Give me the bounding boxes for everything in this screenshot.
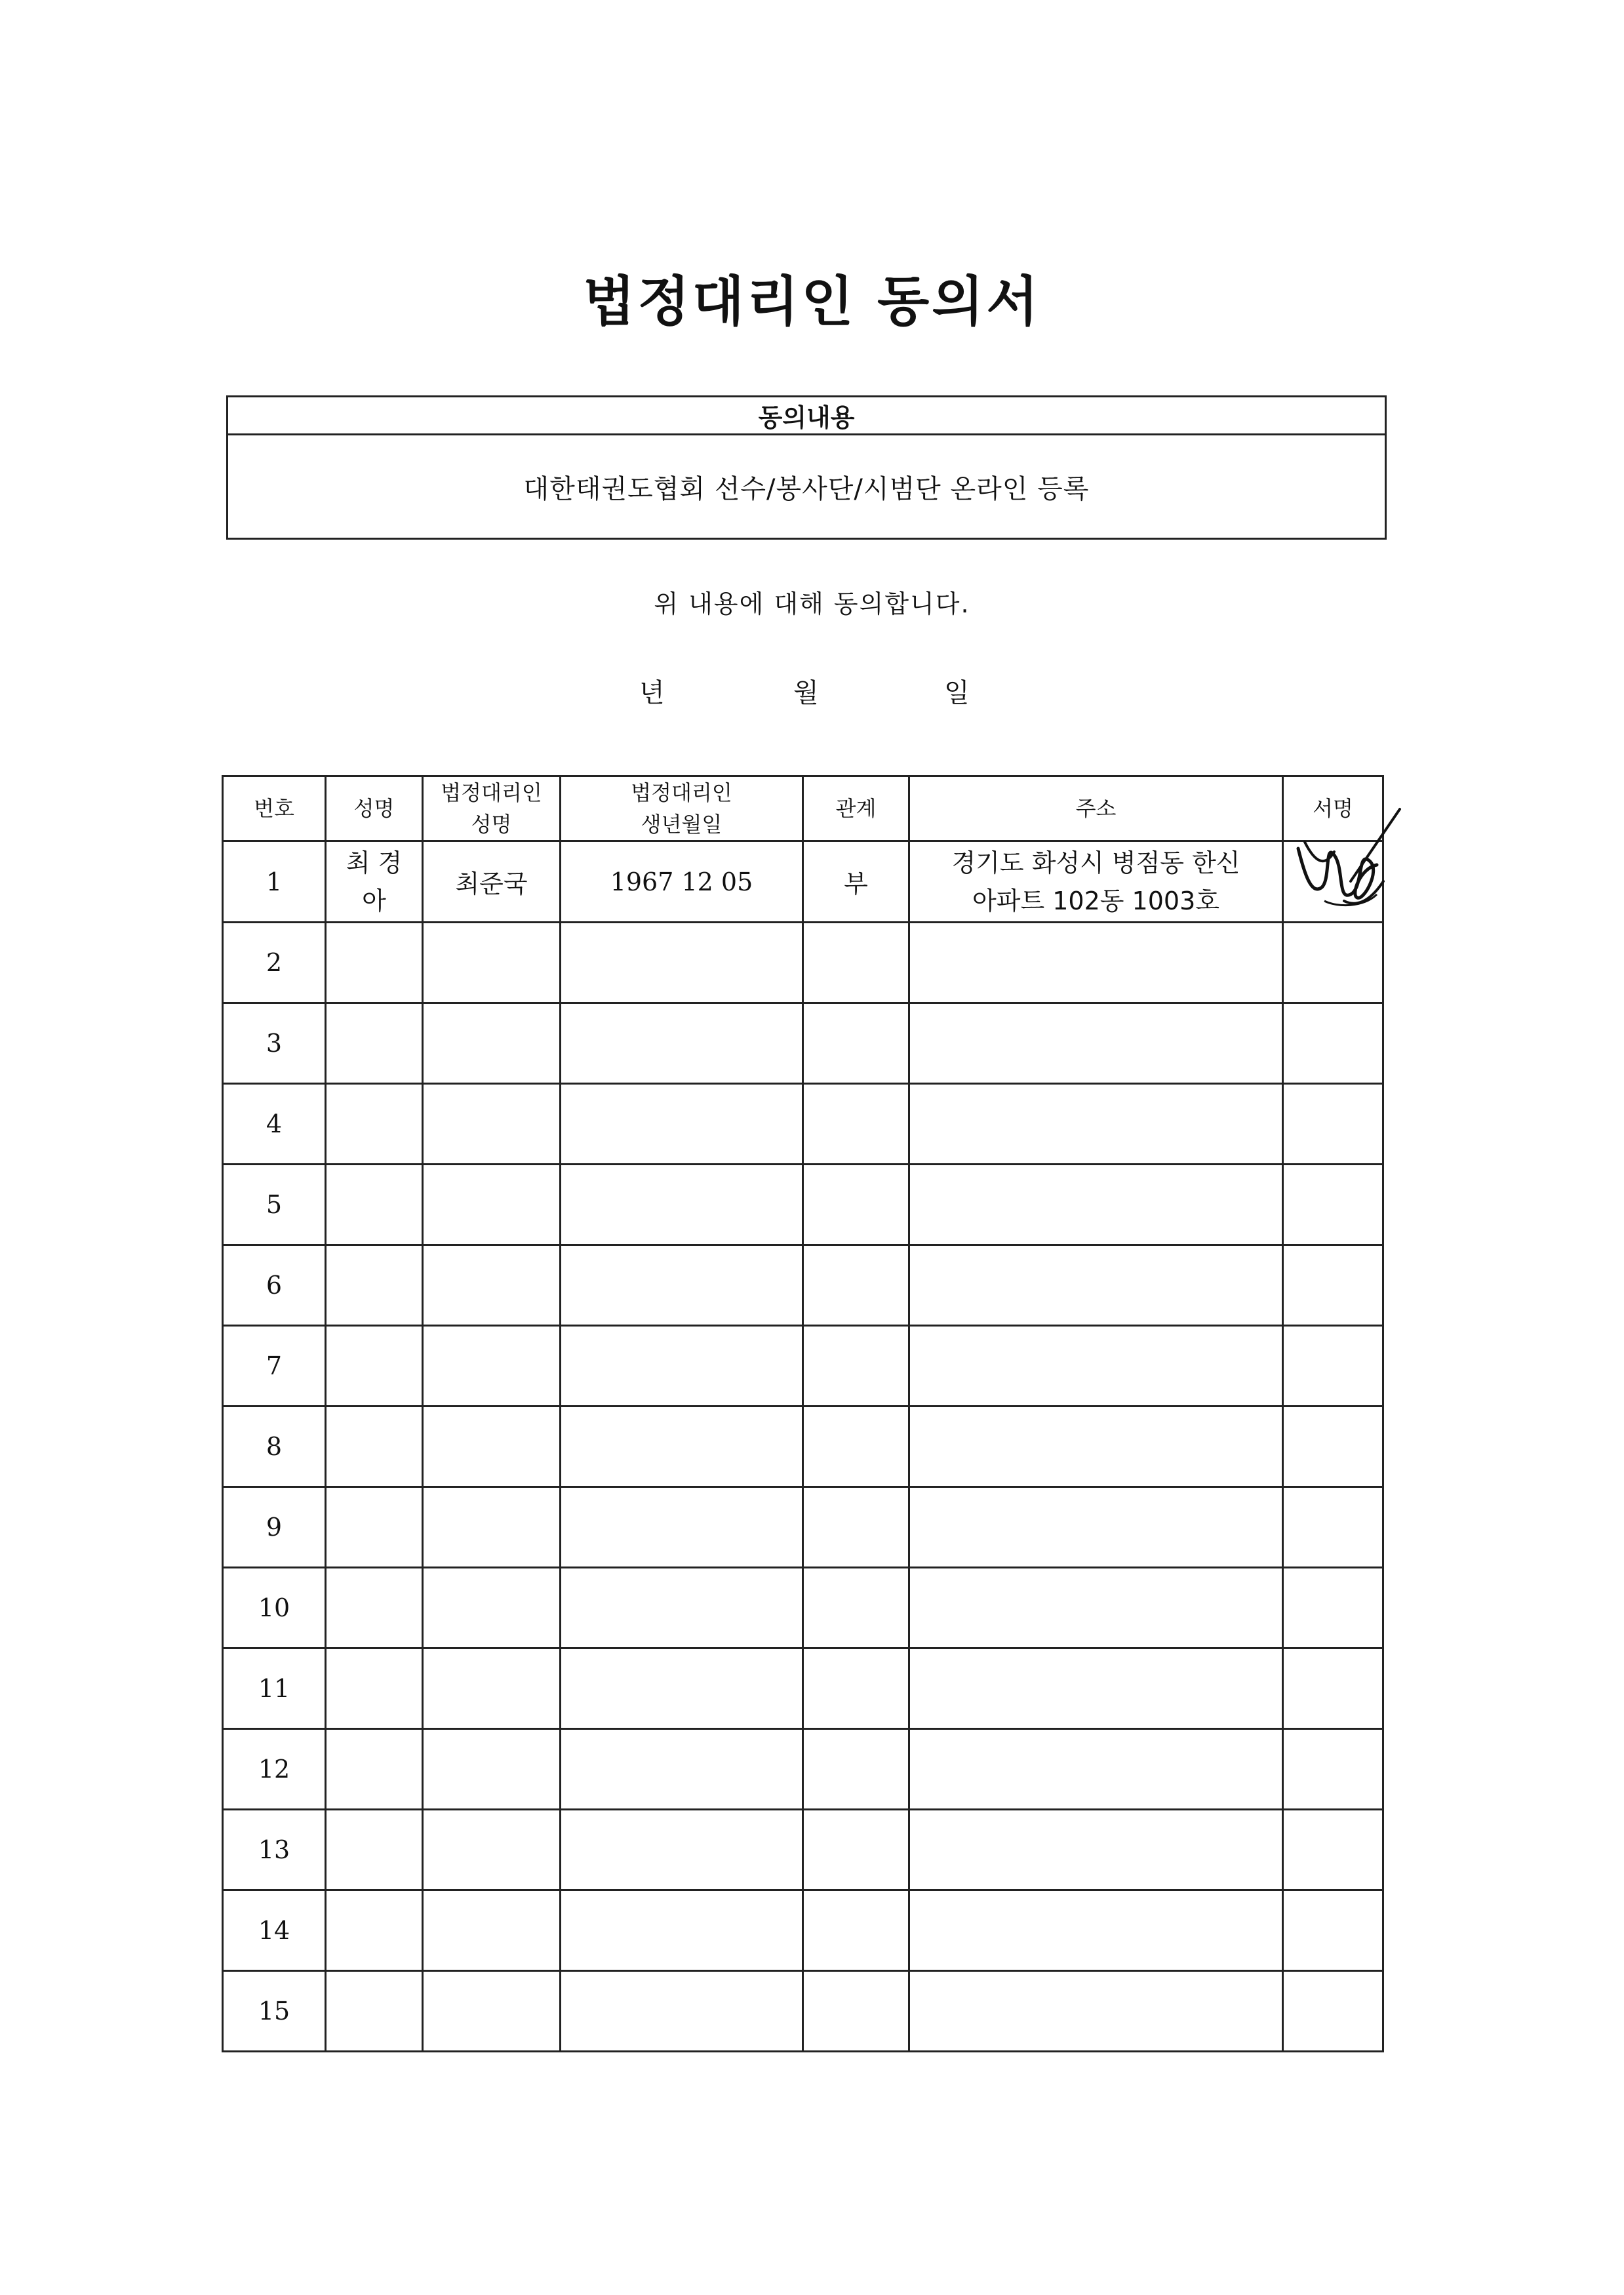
table-row bbox=[223, 1729, 1383, 1810]
row-guardian-name bbox=[423, 1729, 561, 1810]
table-row bbox=[223, 1084, 1383, 1165]
row-name-line2: 아 bbox=[362, 886, 386, 915]
row-guardian-name bbox=[423, 1648, 561, 1729]
row-no: 7 bbox=[223, 1326, 326, 1407]
row-relation bbox=[803, 1729, 909, 1810]
row-guardian-name bbox=[423, 1326, 561, 1407]
date-year-label: 년 bbox=[639, 678, 665, 708]
header-relation: 관계 bbox=[803, 776, 909, 841]
row-relation bbox=[803, 923, 909, 1003]
row-guardian-name bbox=[423, 1084, 561, 1165]
row-name bbox=[326, 1084, 423, 1165]
row-no: 1 bbox=[223, 841, 326, 923]
row-signature bbox=[1283, 1971, 1383, 2052]
agreement-text: 위 내용에 대해 동의합니다. bbox=[654, 589, 970, 618]
row-address bbox=[909, 923, 1283, 1003]
row-no: 6 bbox=[223, 1245, 326, 1326]
row-guardian-name bbox=[423, 1810, 561, 1890]
row-relation bbox=[803, 1971, 909, 2052]
table-row bbox=[223, 1245, 1383, 1326]
row-relation: 부 bbox=[803, 841, 909, 923]
header-address: 주소 bbox=[909, 776, 1283, 841]
row-guardian-birth bbox=[561, 1084, 803, 1165]
table-row bbox=[223, 1810, 1383, 1890]
row-no: 4 bbox=[223, 1084, 326, 1165]
registration-table bbox=[222, 775, 1384, 2052]
row-guardian-name bbox=[423, 1890, 561, 1971]
row-signature bbox=[1283, 1084, 1383, 1165]
row-guardian-name bbox=[423, 1487, 561, 1568]
row-name bbox=[326, 1003, 423, 1084]
row-address bbox=[909, 1729, 1283, 1810]
row-guardian-name bbox=[423, 923, 561, 1003]
table-row bbox=[223, 1165, 1383, 1245]
row-signature bbox=[1283, 1245, 1383, 1326]
row-no: 10 bbox=[223, 1568, 326, 1648]
row-guardian-birth bbox=[561, 1971, 803, 2052]
row-relation bbox=[803, 1648, 909, 1729]
row-no: 12 bbox=[223, 1729, 326, 1810]
row-guardian-name bbox=[423, 1568, 561, 1648]
row-signature bbox=[1283, 1487, 1383, 1568]
row-guardian-birth: 1967 12 05 bbox=[561, 841, 803, 923]
row-signature bbox=[1283, 1568, 1383, 1648]
row-signature bbox=[1283, 1326, 1383, 1407]
row-address bbox=[909, 1568, 1283, 1648]
row-guardian-birth bbox=[561, 1487, 803, 1568]
row-no: 8 bbox=[223, 1407, 326, 1487]
row-address bbox=[909, 1407, 1283, 1487]
row-address bbox=[909, 1648, 1283, 1729]
row-guardian-birth bbox=[561, 923, 803, 1003]
row-name bbox=[326, 1648, 423, 1729]
row-guardian-birth bbox=[561, 1165, 803, 1245]
row-address-line2: 아파트 102동 1003호 bbox=[972, 886, 1219, 915]
row-guardian-name: 최준국 bbox=[423, 841, 561, 923]
row-signature bbox=[1283, 923, 1383, 1003]
row-name bbox=[326, 1487, 423, 1568]
row-name-line1: 최 경 bbox=[346, 848, 403, 877]
row-guardian-birth bbox=[561, 1407, 803, 1487]
row-name bbox=[326, 1810, 423, 1890]
row-signature bbox=[1283, 1648, 1383, 1729]
row-signature bbox=[1283, 1407, 1383, 1487]
row-address bbox=[909, 1487, 1283, 1568]
row-address bbox=[909, 841, 1283, 923]
consent-body: 대한태권도협회 선수/봉사단/시범단 온라인 등록 bbox=[523, 473, 1090, 504]
table-row bbox=[223, 1487, 1383, 1568]
row-name bbox=[326, 1568, 423, 1648]
table-row bbox=[223, 923, 1383, 1003]
row-signature bbox=[1283, 1729, 1383, 1810]
row-guardian-birth bbox=[561, 1003, 803, 1084]
row-signature bbox=[1283, 841, 1383, 923]
row-address bbox=[909, 1245, 1283, 1326]
row-signature bbox=[1283, 1003, 1383, 1084]
row-no: 9 bbox=[223, 1487, 326, 1568]
header-no: 번호 bbox=[223, 776, 326, 841]
row-relation bbox=[803, 1165, 909, 1245]
row-relation bbox=[803, 1003, 909, 1084]
row-relation bbox=[803, 1326, 909, 1407]
table-row bbox=[223, 1003, 1383, 1084]
header-guardian-birth bbox=[561, 776, 803, 841]
table-row bbox=[223, 1407, 1383, 1487]
row-guardian-name bbox=[423, 1165, 561, 1245]
row-guardian-birth bbox=[561, 1648, 803, 1729]
header-guardian-birth-line2: 생년월일 bbox=[641, 812, 723, 837]
row-name bbox=[326, 1326, 423, 1407]
row-no: 3 bbox=[223, 1003, 326, 1084]
row-relation bbox=[803, 1245, 909, 1326]
row-relation bbox=[803, 1487, 909, 1568]
row-address bbox=[909, 1810, 1283, 1890]
header-name: 성명 bbox=[326, 776, 423, 841]
table-row bbox=[223, 1568, 1383, 1648]
row-signature bbox=[1283, 1165, 1383, 1245]
row-name bbox=[326, 923, 423, 1003]
row-relation bbox=[803, 1084, 909, 1165]
row-relation bbox=[803, 1568, 909, 1648]
row-no: 5 bbox=[223, 1165, 326, 1245]
row-relation bbox=[803, 1407, 909, 1487]
header-guardian-name bbox=[423, 776, 561, 841]
header-guardian-birth-line1: 법정대리인 bbox=[631, 780, 732, 805]
row-address bbox=[909, 1084, 1283, 1165]
row-guardian-birth bbox=[561, 1326, 803, 1407]
row-guardian-name bbox=[423, 1971, 561, 2052]
row-no: 2 bbox=[223, 923, 326, 1003]
row-guardian-birth bbox=[561, 1810, 803, 1890]
row-address bbox=[909, 1890, 1283, 1971]
header-signature: 서명 bbox=[1283, 776, 1383, 841]
row-name bbox=[326, 1165, 423, 1245]
row-relation bbox=[803, 1890, 909, 1971]
table-row bbox=[223, 1971, 1383, 2052]
row-no: 15 bbox=[223, 1971, 326, 2052]
row-signature bbox=[1283, 1810, 1383, 1890]
row-guardian-birth bbox=[561, 1729, 803, 1810]
row-no: 13 bbox=[223, 1810, 326, 1890]
row-name bbox=[326, 841, 423, 923]
table-row bbox=[223, 1648, 1383, 1729]
header-guardian-name-line1: 법정대리인 bbox=[441, 780, 542, 805]
row-guardian-birth bbox=[561, 1245, 803, 1326]
row-guardian-name bbox=[423, 1407, 561, 1487]
date-month-label: 월 bbox=[793, 678, 819, 708]
header-guardian-name-line2: 성명 bbox=[471, 812, 512, 837]
row-relation bbox=[803, 1810, 909, 1890]
row-address bbox=[909, 1326, 1283, 1407]
row-guardian-birth bbox=[561, 1568, 803, 1648]
document-title: 법정대리인 동의서 bbox=[583, 271, 1041, 333]
row-guardian-birth bbox=[561, 1890, 803, 1971]
table-row bbox=[223, 1890, 1383, 1971]
row-name bbox=[326, 1407, 423, 1487]
row-guardian-name bbox=[423, 1245, 561, 1326]
row-name bbox=[326, 1890, 423, 1971]
table-row bbox=[223, 841, 1383, 923]
row-address bbox=[909, 1971, 1283, 2052]
row-signature bbox=[1283, 1890, 1383, 1971]
consent-header: 동의내용 bbox=[228, 397, 1385, 435]
consent-box bbox=[226, 395, 1387, 540]
row-guardian-name bbox=[423, 1003, 561, 1084]
date-day-label: 일 bbox=[944, 678, 970, 708]
row-no: 14 bbox=[223, 1890, 326, 1971]
row-name bbox=[326, 1245, 423, 1326]
handwritten-signature bbox=[1285, 803, 1403, 934]
table-header-row bbox=[223, 776, 1383, 841]
row-name bbox=[326, 1971, 423, 2052]
row-address-line1: 경기도 화성시 병점동 한신 bbox=[951, 848, 1240, 877]
table-row bbox=[223, 1326, 1383, 1407]
row-no: 11 bbox=[223, 1648, 326, 1729]
row-name bbox=[326, 1729, 423, 1810]
row-address bbox=[909, 1003, 1283, 1084]
row-address bbox=[909, 1165, 1283, 1245]
